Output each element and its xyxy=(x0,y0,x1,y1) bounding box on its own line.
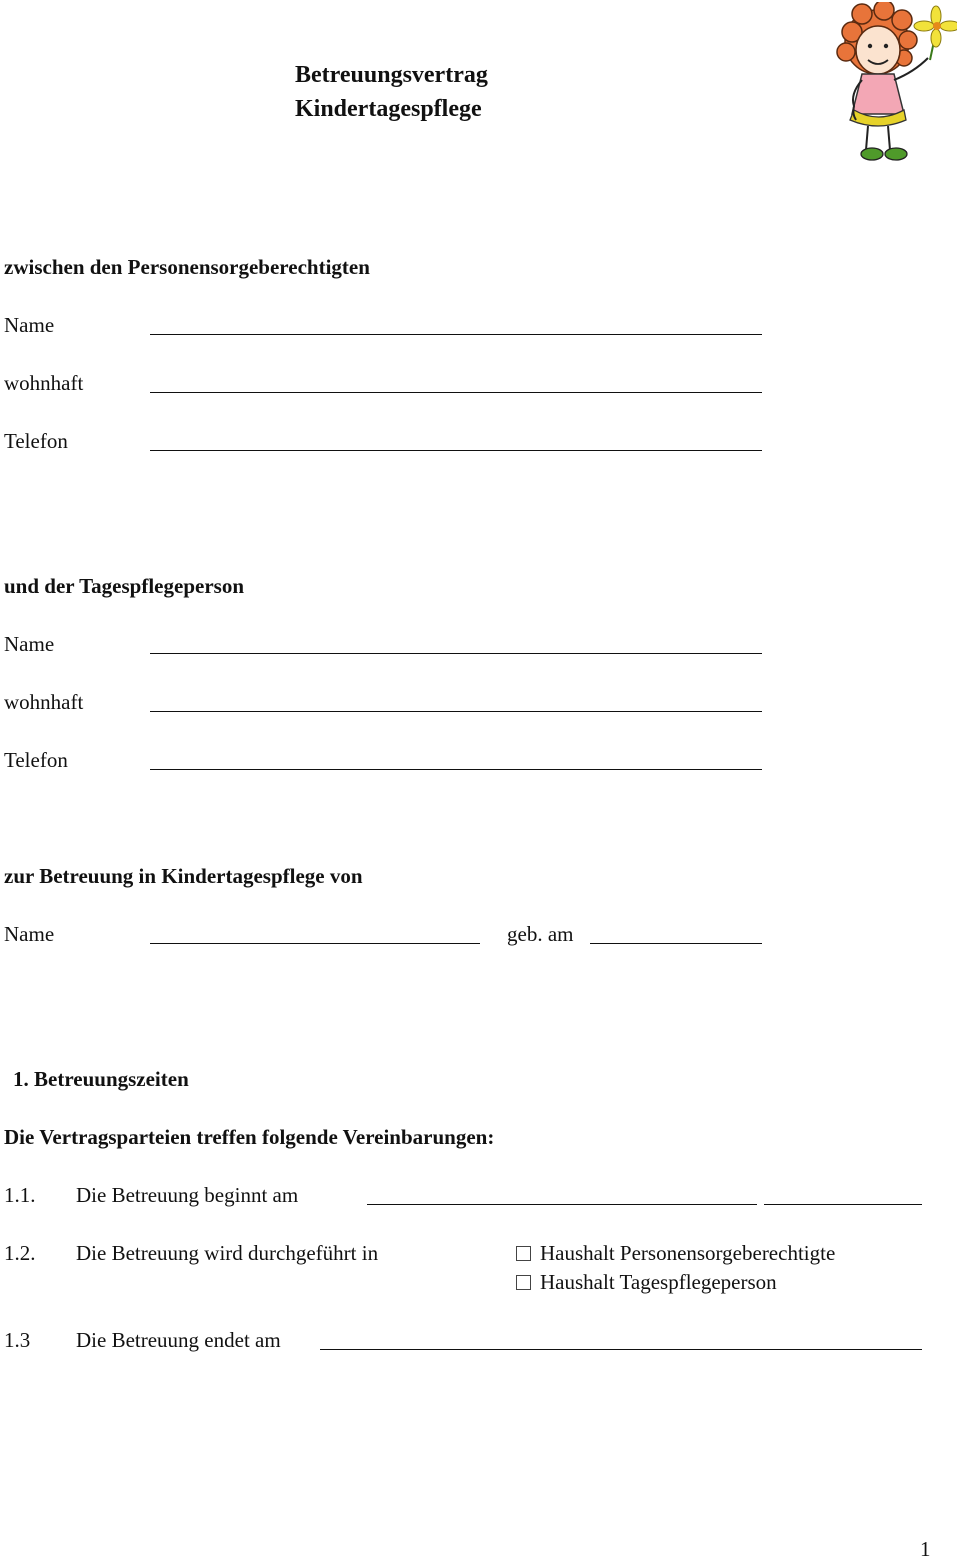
parents-heading: zwischen den Personensorgeberechtigten xyxy=(4,255,370,279)
option-label: Haushalt Personensorgeberechtigte xyxy=(540,1241,836,1265)
page-number: 1 xyxy=(920,1537,931,1561)
item-1-3-number: 1.3 xyxy=(4,1328,31,1352)
title-line-2: Kindertagespflege xyxy=(295,96,482,122)
caregiver-address-field[interactable] xyxy=(150,711,762,712)
title-line-1: Betreuungsvertrag xyxy=(295,62,488,88)
option-parents-household[interactable] xyxy=(516,1241,835,1266)
parents-name-field[interactable] xyxy=(150,334,762,335)
caregiver-name-label: Name xyxy=(4,632,55,656)
caregiver-address-label: wohnhaft xyxy=(4,690,84,714)
item-1-1-number: 1.1. xyxy=(4,1183,36,1207)
item-1-2-text: Die Betreuung wird durchgeführt in xyxy=(76,1241,379,1265)
option-caregiver-household[interactable] xyxy=(516,1270,777,1295)
parents-name-label: Name xyxy=(4,313,55,337)
caregiver-phone-field[interactable] xyxy=(150,769,762,770)
child-birth-field[interactable] xyxy=(590,943,762,944)
section-1-title: 1. Betreuungszeiten xyxy=(13,1067,189,1091)
parents-phone-label: Telefon xyxy=(4,429,68,453)
option-label: Haushalt Tagespflegeperson xyxy=(540,1270,777,1294)
caregiver-name-field[interactable] xyxy=(150,653,762,654)
section-1-intro: Die Vertragsparteien treffen folgende Vereinbarungen: xyxy=(4,1125,495,1149)
girl-with-flower-logo xyxy=(832,2,957,167)
child-name-label: Name xyxy=(4,922,55,946)
caregiver-phone-label: Telefon xyxy=(4,748,68,772)
item-1-1-text: Die Betreuung beginnt am xyxy=(76,1183,299,1207)
parents-phone-field[interactable] xyxy=(150,450,762,451)
parents-address-label: wohnhaft xyxy=(4,371,84,395)
item-1-3-text: Die Betreuung endet am xyxy=(76,1328,281,1352)
checkbox[interactable] xyxy=(516,1275,531,1290)
child-name-field[interactable] xyxy=(150,943,480,944)
parents-address-field[interactable] xyxy=(150,392,762,393)
end-date-field[interactable] xyxy=(320,1349,922,1350)
child-birth-label: geb. am xyxy=(507,922,574,946)
caregiver-heading: und der Tagespflegeperson xyxy=(4,574,244,598)
document-title xyxy=(295,58,488,126)
item-1-2-number: 1.2. xyxy=(4,1241,36,1265)
child-heading: zur Betreuung in Kindertagespflege von xyxy=(4,864,363,888)
checkbox[interactable] xyxy=(516,1246,531,1261)
start-date-field[interactable] xyxy=(367,1204,757,1205)
start-time-field[interactable] xyxy=(764,1204,922,1205)
